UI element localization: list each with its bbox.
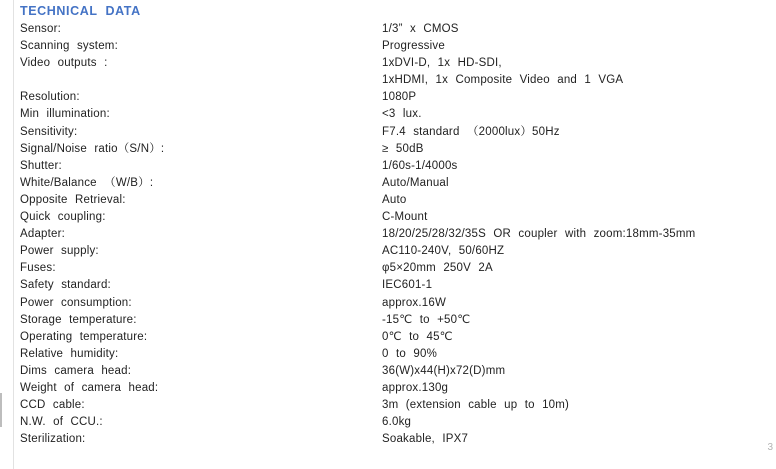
spec-row — [20, 124, 772, 141]
spec-label: Safety standard: — [20, 279, 111, 292]
spec-label: CCD cable: — [20, 399, 85, 412]
page-title: TECHNICAL DATA — [20, 4, 141, 18]
spec-value: 1080P — [382, 91, 417, 104]
spec-value: AC110-240V, 50/60HZ — [382, 245, 505, 258]
spec-row — [20, 141, 772, 158]
spec-row — [20, 243, 772, 260]
spec-row — [20, 260, 772, 277]
spec-value: C-Mount — [382, 211, 428, 224]
spec-label: Fuses: — [20, 262, 56, 275]
spec-label: Opposite Retrieval: — [20, 193, 126, 206]
spec-value: ≥ 50dB — [382, 142, 424, 155]
spec-row — [20, 431, 772, 448]
spec-row — [20, 55, 772, 72]
spec-value: φ5×20mm 250V 2A — [382, 262, 493, 275]
spec-value: 1/3” x CMOS — [382, 23, 459, 35]
spec-row — [20, 158, 772, 175]
spec-value: 18/20/25/28/32/35S OR coupler with zoom:18mm-35mm — [382, 228, 696, 241]
spec-row — [20, 329, 772, 346]
spec-value: Auto/Manual — [382, 176, 449, 189]
spec-label: Min illumination: — [20, 108, 110, 121]
spec-value: 0 to 90% — [382, 347, 437, 360]
spec-value: approx.130g — [382, 381, 449, 394]
spec-row — [20, 363, 772, 380]
spec-label: Quick coupling: — [20, 211, 106, 224]
spec-label: Power supply: — [20, 245, 99, 258]
spec-label: Shutter: — [20, 159, 62, 172]
spec-row — [20, 21, 772, 38]
spec-label: Video outputs : — [20, 57, 108, 70]
page-number: 3 — [767, 442, 773, 453]
spec-value: 36(W)x44(H)x72(D)mm — [382, 364, 506, 377]
spec-row — [20, 89, 772, 106]
spec-label: Sterilization: — [20, 433, 86, 446]
spec-value: -15℃ to +50℃ — [382, 313, 471, 326]
spec-label — [20, 72, 382, 89]
spec-value: 1xDVI-D, 1x HD-SDI, — [382, 57, 502, 70]
spec-value: Soakable, IPX7 — [382, 433, 469, 446]
spec-label: Dims camera head: — [20, 364, 132, 377]
spec-row — [20, 397, 772, 414]
spec-label: Sensitivity: — [20, 125, 78, 138]
spec-value: IEC601-1 — [382, 279, 433, 292]
spec-row — [20, 175, 772, 192]
spec-row — [20, 106, 772, 123]
spec-row — [20, 277, 772, 294]
spec-value: 3m (extension cable up to 10m) — [382, 399, 570, 412]
spec-value: 1xHDMI, 1x Composite Video and 1 VGA — [382, 74, 624, 87]
spec-label: Storage temperature: — [20, 313, 137, 326]
spec-value: 0℃ to 45℃ — [382, 330, 453, 343]
spec-value: 6.0kg — [382, 416, 412, 429]
spec-row — [20, 192, 772, 209]
scan-artifact-mark — [0, 393, 2, 427]
spec-value: <3 lux. — [382, 108, 422, 121]
spec-value: Progressive — [382, 40, 445, 53]
spec-value: approx.16W — [382, 296, 447, 309]
spec-value: F7.4 standard （2000lux）50Hz — [382, 125, 560, 138]
spec-row — [20, 312, 772, 329]
spec-label: Weight of camera head: — [20, 381, 159, 394]
spec-label: Relative humidity: — [20, 347, 119, 360]
spec-label: Adapter: — [20, 228, 66, 241]
spec-label: Resolution: — [20, 91, 80, 104]
spec-table — [20, 21, 772, 448]
spec-label: Signal/Noise ratio（S/N）: — [20, 142, 165, 155]
spec-label: Scanning system: — [20, 40, 118, 53]
page-edge-line — [13, 0, 14, 469]
spec-label: Operating temperature: — [20, 330, 148, 343]
spec-row — [20, 295, 772, 312]
spec-label: Sensor: — [20, 23, 62, 35]
spec-value: Auto — [382, 193, 407, 206]
spec-label: Power consumption: — [20, 296, 132, 309]
spec-row — [20, 226, 772, 243]
spec-row — [20, 380, 772, 397]
spec-label: White/Balance （W/B）: — [20, 176, 154, 189]
spec-row — [20, 38, 772, 55]
spec-row — [20, 72, 772, 89]
spec-row — [20, 346, 772, 363]
spec-value: 1/60s-1/4000s — [382, 159, 458, 172]
spec-row — [20, 414, 772, 431]
spec-row — [20, 209, 772, 226]
spec-label: N.W. of CCU.: — [20, 416, 103, 429]
